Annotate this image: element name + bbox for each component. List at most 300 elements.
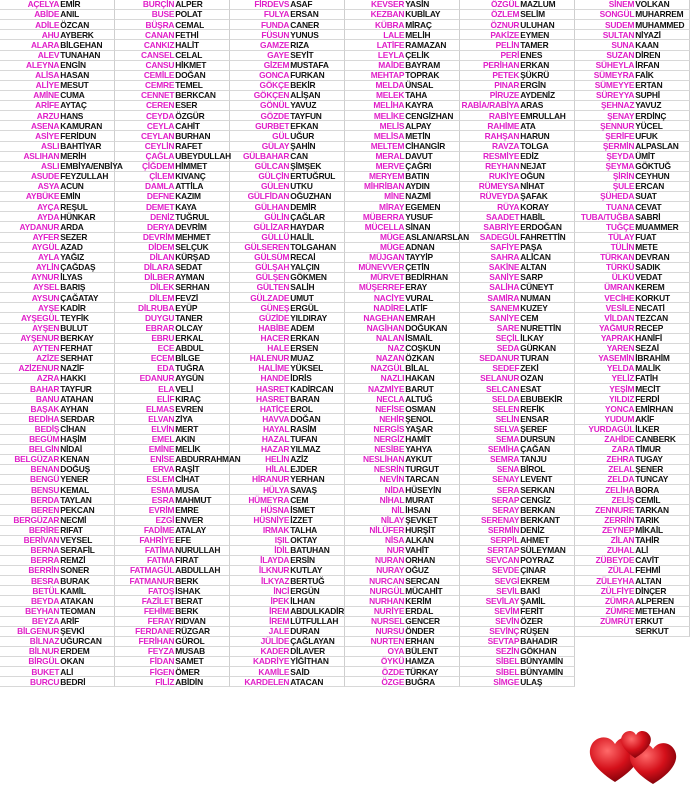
male-name: RIDVAN — [175, 616, 206, 627]
female-name: VİLDAN — [604, 312, 635, 323]
male-name: AZAD — [60, 241, 83, 252]
male-name: YAVUZ — [290, 100, 317, 111]
male-name: RAŞİT — [175, 464, 200, 475]
female-name: BENSU — [30, 484, 60, 495]
female-name: SİBEL — [495, 656, 520, 667]
name-row — [230, 657, 345, 667]
male-name: HİMMET — [175, 161, 208, 172]
name-row — [115, 283, 230, 293]
name-row — [345, 121, 460, 131]
male-name: BAHADIR — [520, 636, 558, 647]
female-name: ZÜMRA — [605, 595, 635, 606]
male-name: TUNAHAN — [60, 49, 101, 60]
female-name: HÜSNİYE — [253, 514, 290, 525]
name-row — [460, 131, 575, 141]
female-name: ŞERMİN — [602, 140, 635, 151]
female-name: AYŞE — [38, 302, 60, 313]
female-name: JALE — [268, 626, 290, 637]
male-name: ORHAN — [405, 555, 435, 566]
name-row — [230, 374, 345, 384]
female-name: HATİÇE — [259, 403, 290, 414]
name-row — [575, 627, 690, 637]
male-name: ÜMİT — [635, 150, 655, 161]
male-name: ATA — [520, 120, 536, 131]
female-name: ASLIHAN — [23, 150, 60, 161]
male-name: ERKAN — [290, 332, 320, 343]
female-name: SALİHA — [489, 282, 520, 293]
male-name: MUAMMER — [635, 221, 679, 232]
male-name: ABDULLAH — [175, 565, 221, 576]
female-name: MELİHA — [373, 100, 405, 111]
name-row — [0, 394, 115, 404]
female-name: SAHRA — [490, 252, 520, 263]
male-name: HAYDAR — [290, 221, 325, 232]
name-row — [345, 404, 460, 414]
female-name: NEFİSE — [375, 403, 405, 414]
male-name: AYTAÇ — [60, 100, 87, 111]
male-name: MALİK — [635, 363, 661, 374]
female-name: SEMA — [495, 434, 520, 445]
male-name: KAMURAN — [60, 120, 103, 131]
name-row — [115, 586, 230, 596]
female-name: SAFİYE — [490, 241, 520, 252]
male-name: BİLAL — [405, 363, 429, 374]
male-name: ALİŞAN — [290, 90, 321, 101]
male-name: YALÇIN — [290, 262, 320, 273]
male-name: EMİN — [60, 191, 81, 202]
female-name: SUDEM — [605, 19, 635, 30]
name-row — [575, 303, 690, 313]
name-row — [115, 394, 230, 404]
female-name: GÜL — [272, 130, 290, 141]
male-name: SEDAT — [175, 262, 203, 273]
female-name: ZEHRA — [606, 454, 635, 465]
name-row — [575, 475, 690, 485]
male-name: İHSAN — [405, 504, 431, 515]
female-name: GÜNEŞ — [260, 302, 290, 313]
male-name: EBUBEKİR — [520, 393, 563, 404]
male-name: POYRAZ — [520, 555, 554, 566]
male-name: NEJAT — [520, 161, 547, 172]
female-name: GÖNÜL — [260, 100, 290, 111]
male-name: BÜNYAMİN — [520, 656, 564, 667]
name-row — [115, 576, 230, 586]
female-name: DİDEM — [148, 241, 175, 252]
female-name: İREM — [269, 616, 290, 627]
name-row — [230, 202, 345, 212]
male-name: KUBİLAY — [405, 9, 441, 20]
female-name: ZÜMRE — [605, 605, 635, 616]
female-name: AÇELYA — [27, 0, 60, 10]
male-name: İSMAİL — [405, 332, 433, 343]
male-name: HAMİT — [405, 434, 431, 445]
male-name: ERDEM — [60, 646, 90, 657]
female-name: GÜLSÜM — [254, 252, 290, 263]
female-name: HACER — [260, 332, 290, 343]
name-row — [460, 576, 575, 586]
male-name: SAVAŞ — [290, 484, 317, 495]
male-name: İZZET — [290, 514, 313, 525]
female-name: SEDEF — [492, 363, 520, 374]
name-row — [115, 374, 230, 384]
male-name: ALİ — [60, 666, 74, 677]
female-name: BUSE — [151, 9, 175, 20]
female-name: MÜBERRA — [362, 211, 405, 222]
female-name: ERVA — [152, 464, 175, 475]
male-name: YAVUZ — [635, 100, 662, 111]
female-name: GAMZE — [260, 39, 290, 50]
male-name: SONER — [60, 565, 90, 576]
male-name: GENCER — [405, 616, 440, 627]
male-name: SERKUT — [635, 626, 669, 637]
female-name: ARİFE — [35, 100, 60, 111]
female-name: GURBET — [255, 120, 290, 131]
female-name: VESİLE — [605, 302, 635, 313]
male-name: İBRAHİM — [635, 353, 670, 364]
female-name: MİNE — [384, 191, 405, 202]
male-name: TARKAN — [635, 504, 669, 515]
male-name: KAZIM — [175, 191, 201, 202]
male-name: TEOMAN — [60, 605, 96, 616]
male-name: SELÇUK — [175, 241, 209, 252]
female-name: YASEMİN — [598, 353, 635, 364]
female-name: MÜCELLA — [364, 221, 405, 232]
male-name: FIRAT — [175, 555, 199, 566]
female-name: AYNUR — [31, 272, 60, 283]
name-column-2 — [115, 0, 241, 789]
male-name: BERKAY — [60, 332, 94, 343]
female-name: MELİSA — [373, 130, 405, 141]
name-row — [575, 374, 690, 384]
name-row — [575, 101, 690, 111]
female-name: SEDANUR — [479, 353, 520, 364]
male-name: KORAY — [520, 201, 549, 212]
male-name: BERK — [175, 605, 199, 616]
male-name: MUAZ — [290, 353, 314, 364]
male-name: ESAT — [520, 383, 542, 394]
female-name: ESMA — [150, 484, 175, 495]
name-row — [575, 222, 690, 232]
female-name: VECİHE — [604, 292, 635, 303]
male-name: DOĞUKAN — [405, 322, 448, 333]
female-name: ASLI — [40, 161, 60, 172]
male-name: BEDRİ — [60, 676, 86, 687]
male-name: ZİYA — [175, 413, 193, 424]
female-name: FİRDEVS — [254, 0, 290, 10]
female-name: AYÇA — [37, 201, 60, 212]
male-name: ZEKİ — [520, 363, 539, 374]
male-name: MUHAMMED — [635, 19, 685, 30]
female-name: SÜHEYLA — [595, 60, 635, 70]
female-name: MERAL — [375, 150, 405, 161]
female-name: RABİYE — [488, 110, 520, 121]
name-row — [345, 20, 460, 30]
female-name: SEVİL — [496, 585, 520, 596]
female-name: SELDA — [491, 393, 520, 404]
name-row — [230, 576, 345, 586]
male-name: ALTAN — [520, 262, 547, 273]
male-name: CANBERK — [635, 434, 676, 445]
male-name: KENAN — [60, 454, 90, 465]
male-name: YİĞİTHAN — [290, 656, 329, 667]
name-row — [230, 404, 345, 414]
female-name: AYDANUR — [19, 221, 60, 232]
female-name: ALİYE — [35, 80, 60, 91]
female-name: RÜMEYSA — [478, 181, 520, 192]
male-name: ATAKAN — [60, 595, 94, 606]
female-name: HAZAL — [261, 434, 290, 445]
female-name: BETÜL — [32, 585, 60, 596]
male-name: ERSAN — [290, 9, 319, 20]
female-name: HÜLYA — [262, 484, 290, 495]
female-name: ÖZDE — [381, 666, 405, 677]
female-name: SABRİYE — [483, 221, 520, 232]
female-name: FAZİLET — [141, 595, 175, 606]
male-name: İLKER — [635, 423, 660, 434]
female-name: NİLAY — [380, 514, 405, 525]
female-name: NURSU — [375, 626, 405, 637]
male-name: ALPEREN — [635, 595, 674, 606]
female-name: NURTEN — [370, 636, 405, 647]
name-row — [230, 283, 345, 293]
female-name: GAYE — [267, 49, 290, 60]
female-name: BUKET — [31, 666, 60, 677]
female-name: SAMİRA — [487, 292, 520, 303]
female-name: ASİYE — [35, 130, 60, 141]
male-name: BİROL — [520, 464, 546, 475]
male-name: KAMİL — [60, 585, 86, 596]
female-name: MEHTAP — [370, 70, 405, 81]
male-name: ERKAN — [520, 60, 550, 70]
male-name: ALİ — [635, 545, 649, 556]
female-name: CANAN — [145, 29, 175, 40]
female-name: FATMANUR — [129, 575, 175, 586]
male-name: MUSTAFA — [290, 60, 329, 70]
female-name: İLAYDA — [260, 555, 290, 566]
male-name: ABDURRAHMAN — [175, 454, 241, 465]
male-name: CELAL — [175, 49, 203, 60]
female-name: JÜLİDE — [260, 636, 290, 647]
male-name: CİHANGİR — [405, 140, 446, 151]
name-column-3 — [230, 0, 345, 789]
name-row — [460, 111, 575, 121]
male-name: VOLKAN — [635, 0, 670, 10]
male-name: CANER — [290, 19, 320, 30]
female-name: ÇİĞDEM — [141, 161, 175, 172]
male-name: BATUHAN — [290, 545, 330, 556]
female-name: FATİMA — [144, 545, 175, 556]
female-name: CANKIZ — [143, 39, 175, 50]
male-name: TUGAY — [635, 454, 663, 465]
female-name: ŞERİFE — [605, 130, 635, 141]
female-name: NAZLI — [380, 373, 405, 384]
name-row — [345, 283, 460, 293]
name-row — [345, 374, 460, 384]
male-name: KEMAL — [60, 484, 90, 495]
male-name: ERGÜN — [290, 585, 320, 596]
male-name: BERAT — [175, 595, 203, 606]
name-row — [230, 10, 345, 20]
male-name: EMRAH — [405, 312, 435, 323]
male-name: TUĞRUL — [175, 211, 209, 222]
male-name: ERKUT — [635, 616, 664, 627]
male-name: UĞURCAN — [60, 636, 102, 647]
male-name: HALİT — [175, 39, 199, 50]
female-name: GÜLBAHAR — [242, 150, 290, 161]
male-name: TURGUT — [405, 464, 439, 475]
male-name: KAYRA — [405, 100, 434, 111]
male-name: YILMAZ — [290, 444, 321, 455]
male-name: REŞUL — [60, 201, 88, 212]
male-name: SUPHİ — [635, 90, 660, 101]
female-name: MELEK — [375, 90, 405, 101]
male-name: BURHAN — [175, 130, 211, 141]
male-name: MÜCAHİT — [405, 585, 443, 596]
male-name: GÖKMEN — [290, 272, 327, 283]
male-name: UMUT — [290, 292, 314, 303]
male-name: SERHAN — [175, 282, 210, 293]
female-name: SÜREYYA — [595, 90, 635, 101]
male-name: TAYFUN — [290, 110, 322, 121]
male-name: KUZEY — [520, 302, 548, 313]
male-name: ERKAL — [175, 332, 204, 343]
female-name: SEMRA — [490, 454, 520, 465]
female-name: BÜŞRA — [145, 19, 175, 30]
name-row — [0, 212, 115, 222]
female-name: BİRGÜL — [28, 656, 60, 667]
name-row — [115, 20, 230, 30]
name-row — [115, 303, 230, 313]
female-name: IŞIL — [274, 535, 290, 546]
female-name: ZELİŞ — [611, 494, 635, 505]
name-row — [460, 30, 575, 40]
male-name: AKİF — [635, 413, 655, 424]
female-name: CEYLA — [146, 120, 175, 131]
male-name: KAAN — [635, 39, 659, 50]
male-name: ÖNDER — [405, 626, 435, 637]
name-row — [460, 10, 575, 20]
male-name: VEYSEL — [60, 535, 93, 546]
male-name: CEM — [520, 312, 539, 323]
female-name: BELGİN — [28, 444, 60, 455]
male-name: HAKKI — [60, 373, 86, 384]
male-name: ŞEVKİ — [60, 626, 85, 637]
female-name: BENGÜ — [30, 474, 60, 485]
male-name: ÇAĞATAY — [60, 292, 99, 303]
female-name: AYGÜL — [31, 241, 60, 252]
male-name: CEMİL — [635, 494, 661, 505]
male-name: ŞAMİL — [520, 595, 546, 606]
name-row — [115, 111, 230, 121]
male-name: MAHMUT — [175, 494, 212, 505]
male-name: CENGİZ — [520, 494, 551, 505]
female-name: SEVİLAY — [485, 595, 520, 606]
female-name: ZELİHA — [605, 484, 635, 495]
male-name: NUMAN — [520, 292, 551, 303]
male-name: ABİDİN — [175, 676, 203, 687]
female-name: SERAP — [491, 494, 520, 505]
female-name: BEGÜM — [29, 434, 60, 445]
female-name: ALEV — [37, 49, 60, 60]
male-name: YENER — [60, 474, 89, 485]
male-name: ERDOĞAN — [520, 221, 562, 232]
male-name: EROL — [290, 403, 313, 414]
name-row — [460, 313, 575, 323]
male-name: HÜNKAR — [60, 211, 96, 222]
male-name: İSMET — [290, 504, 315, 515]
male-name: AYHAN — [60, 403, 89, 414]
name-row — [115, 667, 230, 677]
female-name: GÜLTEN — [256, 282, 290, 293]
female-name: ÖZGE — [381, 676, 405, 687]
female-name: ENİSE — [150, 454, 175, 465]
female-name: ZAHİDE — [604, 434, 635, 445]
female-name: EZGİ — [155, 514, 175, 525]
female-name: BİLGENUR — [17, 626, 60, 637]
female-name: DİLEM — [149, 292, 175, 303]
female-name: FİLİZ — [155, 676, 175, 687]
male-name: OĞUZHAN — [290, 191, 332, 202]
name-row — [575, 404, 690, 414]
name-row — [115, 131, 230, 141]
male-name: GÖKHAN — [520, 646, 557, 657]
name-row — [345, 222, 460, 232]
male-name: BAKİ — [520, 585, 540, 596]
male-name: ATAHAN — [60, 393, 94, 404]
male-name: FERİT — [520, 605, 544, 616]
name-row — [575, 384, 690, 394]
male-name: MUSAB — [175, 646, 205, 657]
female-name: NEHİR — [379, 413, 405, 424]
female-name: MERYEM — [369, 171, 405, 182]
name-row — [0, 121, 115, 131]
male-name: EFE — [175, 535, 191, 546]
name-row — [345, 576, 460, 586]
name-row — [230, 192, 345, 202]
female-name: ŞENAY — [607, 110, 635, 121]
male-name: HÜSEYİN — [405, 484, 442, 495]
male-name: SEZER — [60, 231, 88, 242]
female-name: ZÜBEYDE — [595, 555, 635, 566]
female-name: BELGÜZAR — [14, 454, 60, 465]
male-name: ŞAFAK — [520, 191, 548, 202]
male-name: OĞUN — [520, 171, 545, 182]
male-name: DURAN — [290, 626, 320, 637]
name-row — [0, 283, 115, 293]
name-row — [0, 202, 115, 212]
name-row — [0, 677, 115, 687]
male-name: AYMAN — [175, 272, 205, 283]
female-name: BAHAR — [30, 383, 60, 394]
name-row — [0, 384, 115, 394]
female-name: ELA — [158, 383, 175, 394]
name-row — [345, 313, 460, 323]
name-row — [345, 485, 460, 495]
female-name: PAKİZE — [490, 29, 520, 40]
female-name: CANSU — [145, 60, 175, 70]
male-name: ERAY — [405, 282, 427, 293]
male-name: REMZİ — [60, 555, 86, 566]
female-name: FATMAGÜL — [129, 565, 175, 576]
male-name: KORKUT — [635, 292, 670, 303]
female-name: İLKYAZ — [260, 575, 290, 586]
female-name: AYSEL — [33, 282, 60, 293]
name-row — [345, 384, 460, 394]
female-name: NUR — [386, 545, 405, 556]
name-row — [345, 394, 460, 404]
name-row — [575, 30, 690, 40]
female-name: FİGEN — [149, 666, 175, 677]
